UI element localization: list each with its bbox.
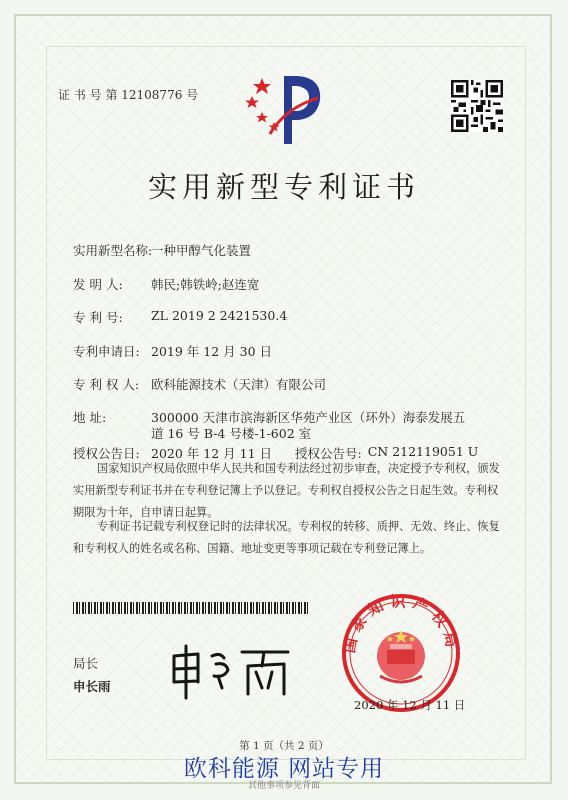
certificate-title: 实用新型专利证书 [147,170,420,204]
seal-text: 国家知识产权局 [340,592,462,655]
director-name: 申长雨 [73,679,111,694]
page-indicator: 第 1 页（共 2 页） [239,740,329,752]
handwritten-signature [168,642,298,700]
field-label: 专利申请日: [73,344,140,359]
field-label: 实用新型名称: [73,243,153,258]
certificate-number: 证 书 号 第 12108776 号 [58,88,199,102]
grant-number-value: CN 212119051 U [367,444,479,459]
patent-office-logo [240,64,328,148]
legal-status-paragraph: 专利证书记载专利权登记时的法律状况。专利权的转移、质押、无效、终止、恢复和专利权人的姓名或名称、国籍、地址变更等事项记载在专利登记簿上。 [73,520,500,555]
field-patentee [73,375,326,393]
watermark-text: 欧科能源 网站专用 [183,756,385,782]
field-label: 发 明 人: [73,277,123,292]
seal-date: 2020 年 12 月 11 日 [354,698,466,712]
field-label [73,424,151,442]
field-address-line-2 [73,424,311,442]
field-value: 道 16 号 B-4 号楼-1-602 室 [151,426,312,441]
barcode [73,602,309,614]
back-note: 其他事项参见背面 [247,781,320,791]
field-inventors [73,275,259,293]
grant-date-label: 授权公告日: [73,446,140,461]
field-label: 地 址: [73,410,107,425]
field-label: 专 利 号: [73,310,123,325]
field-application-date [73,342,272,360]
grant-date-value: 2020 年 12 月 11 日 [151,446,272,461]
official-seal [340,592,462,714]
qr-code [451,80,503,132]
field-patent-number [73,308,287,326]
field-value: ZL 2019 2 2421530.4 [151,308,288,323]
director-title: 局长 [73,656,99,671]
field-value: 一种甲醇气化装置 [151,243,252,258]
field-label: 专 利 权 人: [73,377,140,392]
field-utility-model-name [73,241,251,259]
field-value: 韩民;韩铁岭;赵连宽 [151,277,260,292]
grant-statement-paragraph: 国家知识产权局依照中华人民共和国专利法经过初步审查，决定授予专利权，颁发实用新型专利证书并在专利登记簿上予以登记。专利权自授权公告之日起生效。专利权期限为十年，自申请日起算。 [73,462,500,519]
grant-number-label: 授权公告号: [295,446,362,461]
field-value: 欧科能源技术（天津）有限公司 [151,377,327,392]
field-value: 300000 天津市滨海新区华苑产业区（环外）海泰发展五 [151,410,466,425]
field-value: 2019 年 12 月 30 日 [151,344,272,359]
